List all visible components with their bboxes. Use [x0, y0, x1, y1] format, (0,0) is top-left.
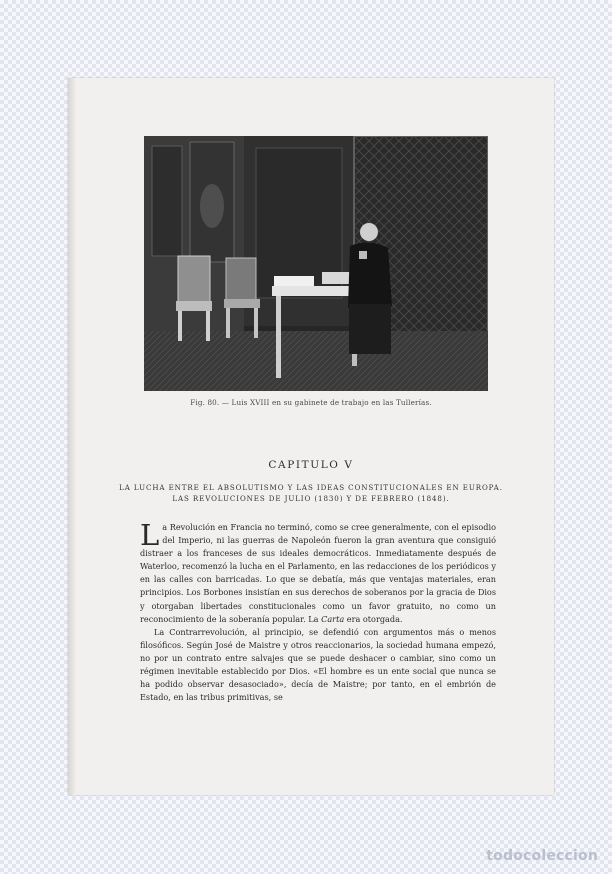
body-text [140, 518, 496, 704]
figure-photo [144, 136, 488, 391]
figure-caption: Fig. 80. — Luis XVIII en su gabinete de trabajo en las Tullerías. [190, 398, 432, 407]
paragraph-1-end: era otorgada. [344, 613, 403, 624]
paragraph-2: La Contrarrevolución, al principio, se defendió con argumentos más o menos filosóficos. Según José de Maistre y otros reaccionarios, la sociedad humana empezó, no por un contrato entre salvajes que se puede deshacer o cambiar, sino como un régimen inevitable establecido por Dios. «El hombre es un ente social que nunca se ha podido observar desasociado», decía de Maistre; por tanto, en el embrión de Estado, en las tribus primitivas, se [140, 626, 496, 703]
watermark-logo: todocoleccion [486, 848, 598, 864]
paragraph-1 [140, 518, 496, 626]
chapter-subtitle [118, 482, 504, 504]
subtitle-line-2: LAS REVOLUCIONES DE JULIO (1830) Y DE FEBRERO (1848). [172, 494, 450, 503]
scanned-page [68, 78, 554, 795]
subtitle-line-1: LA LUCHA ENTRE EL ABSOLUTISMO Y LAS IDEAS CONSTITUCIONALES EN EUROPA. [119, 483, 503, 492]
paragraph-1-text: a Revolución en Francia no terminó, como se cree generalmente, con el episodio del Imperio, ni las guerras de Napoleón fueron la gran aventura que consiguió distraer a los franceses de sus ideales democráticos. Inmediatamente después de Waterloo, recomenzó la lucha en el Parlamento, en las redacciones de los periódicos y en las calles con barricadas. Lo que se debatía, más que ventajas materiales, eran principios. Los Borbones insistían en sus derechos de soberanos por la gracia de Dios y otorgaban libertades constitucionales como un favor gratuito, no como un reconocimiento de la soberanía popular. La [140, 522, 496, 624]
page-binding-edge [68, 78, 75, 795]
drop-cap: L [140, 518, 160, 552]
paragraph-1-italic: Carta [321, 613, 345, 624]
chapter-title: CAPITULO V [268, 459, 354, 471]
